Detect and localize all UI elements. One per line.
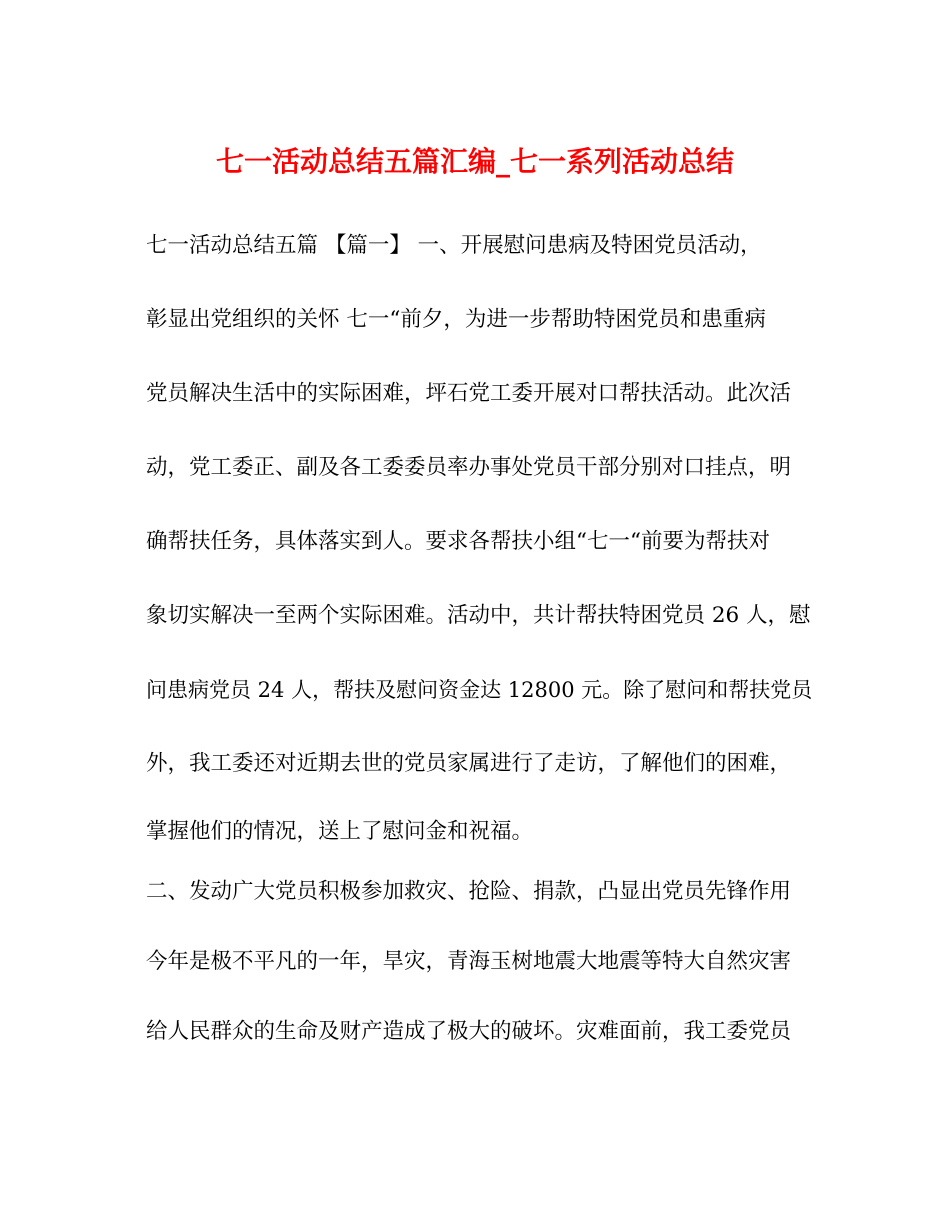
paragraph-line: 彰显出党组织的关怀 七一“前夕，为进一步帮助特困党员和患重病 <box>146 307 766 332</box>
paragraph-line: 问患病党员 24 人，帮扶及慰问资金达 12800 元。除了慰问和帮扶党员 <box>146 678 813 702</box>
paragraph-line: 确帮扶任务，具体落实到人。要求各帮扶小组“七一“前要为帮扶对 <box>146 529 770 554</box>
paragraph-line: 象切实解决一至两个实际困难。活动中，共计帮扶特困党员 26 人，慰 <box>146 603 811 628</box>
paragraph-line: 外，我工委还对近期去世的党员家属进行了走访，了解他们的困难， <box>146 751 792 776</box>
section-heading-line: 二、发动广大党员积极参加救灾、抢险、捐款，凸显出党员先锋作用 <box>146 879 792 904</box>
paragraph-line: 七一活动总结五篇 【篇一】 一、开展慰问患病及特困党员活动， <box>146 233 762 258</box>
paragraph-line: 党员解决生活中的实际困难，坪石党工委开展对口帮扶活动。此次活 <box>146 381 792 406</box>
paragraph-line: 今年是极不平凡的一年，旱灾，青海玉树地震大地震等特大自然灾害 <box>146 949 792 974</box>
paragraph-line: 掌握他们的情况，送上了慰问金和祝福。 <box>146 819 534 844</box>
paragraph-line: 给人民群众的生命及财产造成了极大的破坏。灾难面前，我工委党员 <box>146 1019 792 1044</box>
document-title: 七一活动总结五篇汇编_七一系列活动总结 <box>215 145 734 178</box>
paragraph-line: 动，党工委正、副及各工委委员率办事处党员干部分别对口挂点，明 <box>146 455 792 480</box>
